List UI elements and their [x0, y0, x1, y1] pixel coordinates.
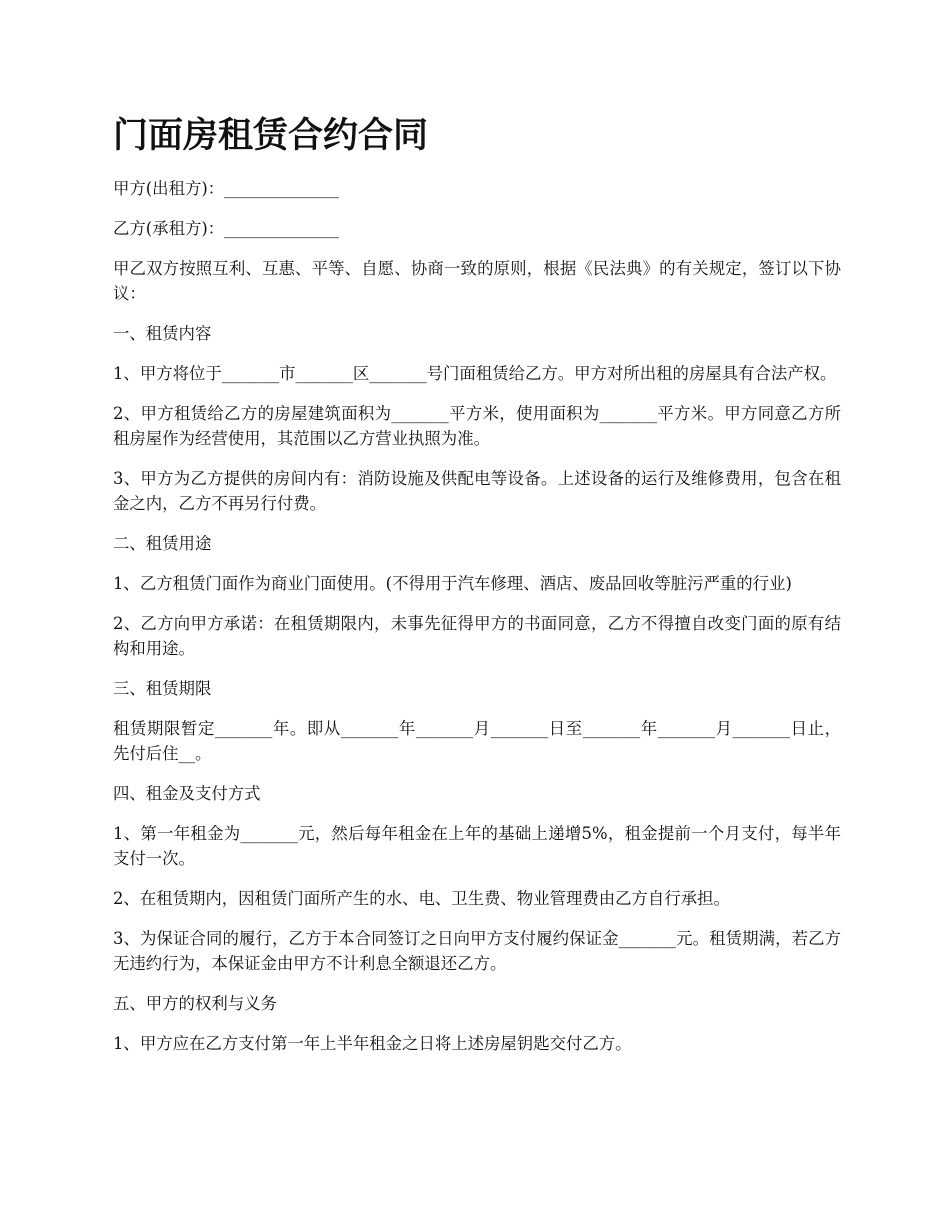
- clause-paragraph: 1、乙方租赁门面作为商业门面使用。(不得用于汽车修理、酒店、废品回收等脏污严重的行业): [113, 574, 792, 593]
- party-b-line: 乙方(承租方)：______________: [113, 219, 339, 238]
- clause-paragraph: 2、在租赁期内，因租赁门面所产生的水、电、卫生费、物业管理费由乙方自行承担。: [113, 889, 730, 908]
- section-heading-lease-purpose: 二、租赁用途: [113, 534, 212, 553]
- document-body: [113, 110, 841, 1071]
- clause-paragraph: 1、甲方应在乙方支付第一年上半年租金之日将上述房屋钥匙交付乙方。: [113, 1034, 632, 1053]
- document-title: 门面房租赁合约合同: [113, 116, 429, 156]
- section-heading-lease-content: 一、租赁内容: [113, 324, 212, 343]
- section-heading-party-a-rights: 五、甲方的权利与义务: [113, 994, 277, 1013]
- preamble-paragraph: 甲乙双方按照互利、互惠、平等、自愿、协商一致的原则，根据《民法典》的有关规定，签订以下协议：: [113, 259, 841, 303]
- clause-paragraph: 租赁期限暂定_______年。即从_______年_______月_______日至_______年_______月_______日止，先付后住__。: [113, 719, 841, 763]
- clause-paragraph: 3、为保证合同的履行，乙方于本合同签订之日向甲方支付履约保证金_______元。租赁期满，若乙方无违约行为，本保证金由甲方不计利息全额退还乙方。: [113, 929, 841, 973]
- clause-paragraph: 1、第一年租金为_______元，然后每年租金在上年的基础上递增5%，租金提前一个月支付，每半年支付一次。: [113, 824, 841, 868]
- clause-paragraph: 3、甲方为乙方提供的房间内有：消防设施及供配电等设备。上述设备的运行及维修费用，包含在租金之内，乙方不再另行付费。: [113, 469, 841, 513]
- section-heading-rent-payment: 四、租金及支付方式: [113, 784, 261, 803]
- clause-paragraph: 2、乙方向甲方承诺：在租赁期限内，未事先征得甲方的书面同意，乙方不得擅自改变门面的原有结构和用途。: [113, 614, 841, 658]
- party-a-line: 甲方(出租方)：______________: [113, 179, 339, 198]
- section-heading-lease-term: 三、租赁期限: [113, 679, 212, 698]
- clause-paragraph: 2、甲方租赁给乙方的房屋建筑面积为_______平方米，使用面积为_______平方米。甲方同意乙方所租房屋作为经营使用，其范围以乙方营业执照为准。: [113, 404, 841, 448]
- clause-paragraph: 1、甲方将位于_______市_______区_______号门面租赁给乙方。甲方对所出租的房屋具有合法产权。: [113, 364, 837, 383]
